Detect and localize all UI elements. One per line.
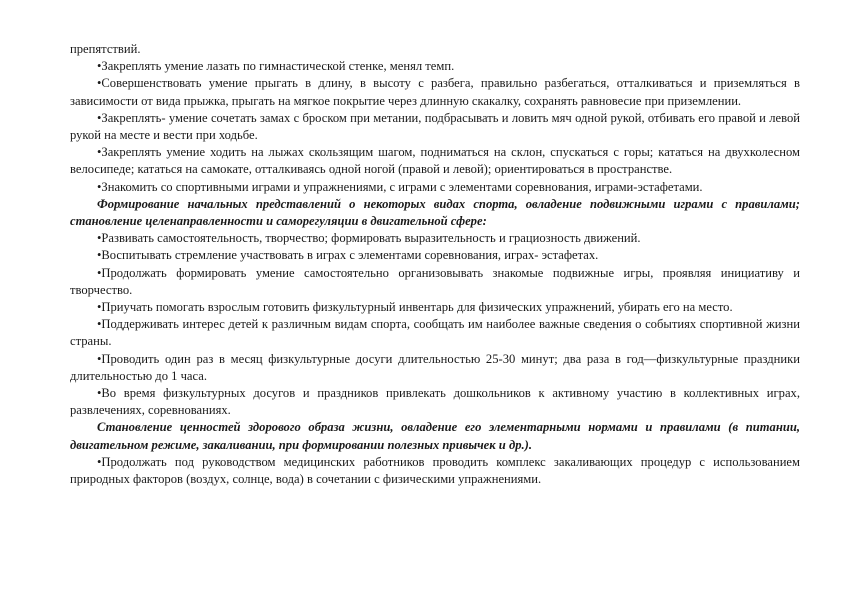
section-heading-healthy-lifestyle: Становление ценностей здорового образа жизни, овладение его элементарными нормами и правилами (в питании, двигательном режиме, закаливании, при формировании полезных привычек и др.). (70, 420, 800, 452)
bullet-skiing-cycling: •Закреплять умение ходить на лыжах скользящим шагом, подниматься на склон, спускаться с горы; кататься на двухколесном велосипеде; кататься на самокате, отталкиваясь одной ногой (правой и левой); ориентироваться в пространстве. (70, 145, 800, 177)
bullet-equipment: •Приучать помогать взрослым готовить физкультурный инвентарь для физических упражнений, убирать его на место. (97, 300, 733, 315)
bullet-organize-games: •Продолжать формировать умение самостоятельно организовывать знакомые подвижные игры, проявляя инициативу и творчество. (70, 265, 800, 297)
section-heading-sports: Формирование начальных представлений о некоторых видах спорта, овладение подвижными играми с правилами; становление целенаправленности и саморегуляции в двигательной сфере: (70, 196, 800, 229)
bullet-jumping: •Совершенствовать умение прыгать в длину, в высоту с разбега, правильно разбегаться, отталкиваться и приземляться в зависимости от вида прыжка, прыгать на мягкое покрытие через длинную скакалку, сохранять равновесие при приземлении. (70, 76, 800, 108)
bullet-throwing: •Закреплять- умение сочетать замах с броском при метании, подбрасывать и ловить мяч одной рукой, отбивать его правой и левой рукой на месте и вести при ходьбе. (70, 110, 800, 143)
bullet-participation: •Во время физкультурных досугов и праздников привлекать дошкольников к активному участию в коллективных играх, развлечениях, соревнованиях. (70, 386, 800, 418)
bullet-competition: •Воспитывать стремление участвовать в играх с элементами соревнования, играх- эстафетах. (97, 248, 599, 263)
bullet-gymnastic-wall: •Закреплять умение лазать по гимнастической стенке, менял темп. (97, 59, 455, 74)
bullet-hardening: •Продолжать под руководством медицинских работников проводить комплекс закаливающих процедур с использованием природных факторов (воздух, солнце, вода) в сочетании с физическими упражнениями. (70, 454, 800, 487)
bullet-sport-games: •Знакомить со спортивными играми и упражнениями, с играми с элементами соревнования, играми-эстафетами. (97, 179, 703, 194)
bullet-independence: •Развивать самостоятельность, творчество; формировать выразительность и грациозность движений. (97, 231, 641, 246)
bullet-interest-sports: •Поддерживать интерес детей к различным видам спорта, сообщать им наиболее важные сведения о событиях спортивной жизни страны. (70, 317, 800, 349)
bullet-leisure-schedule: •Проводить один раз в месяц физкультурные досуги длительностью 25-30 минут; два раза в год—физкультурные праздники длительностью до 1 часа. (70, 351, 800, 383)
paragraph-continuation: препятствий. (70, 42, 141, 56)
